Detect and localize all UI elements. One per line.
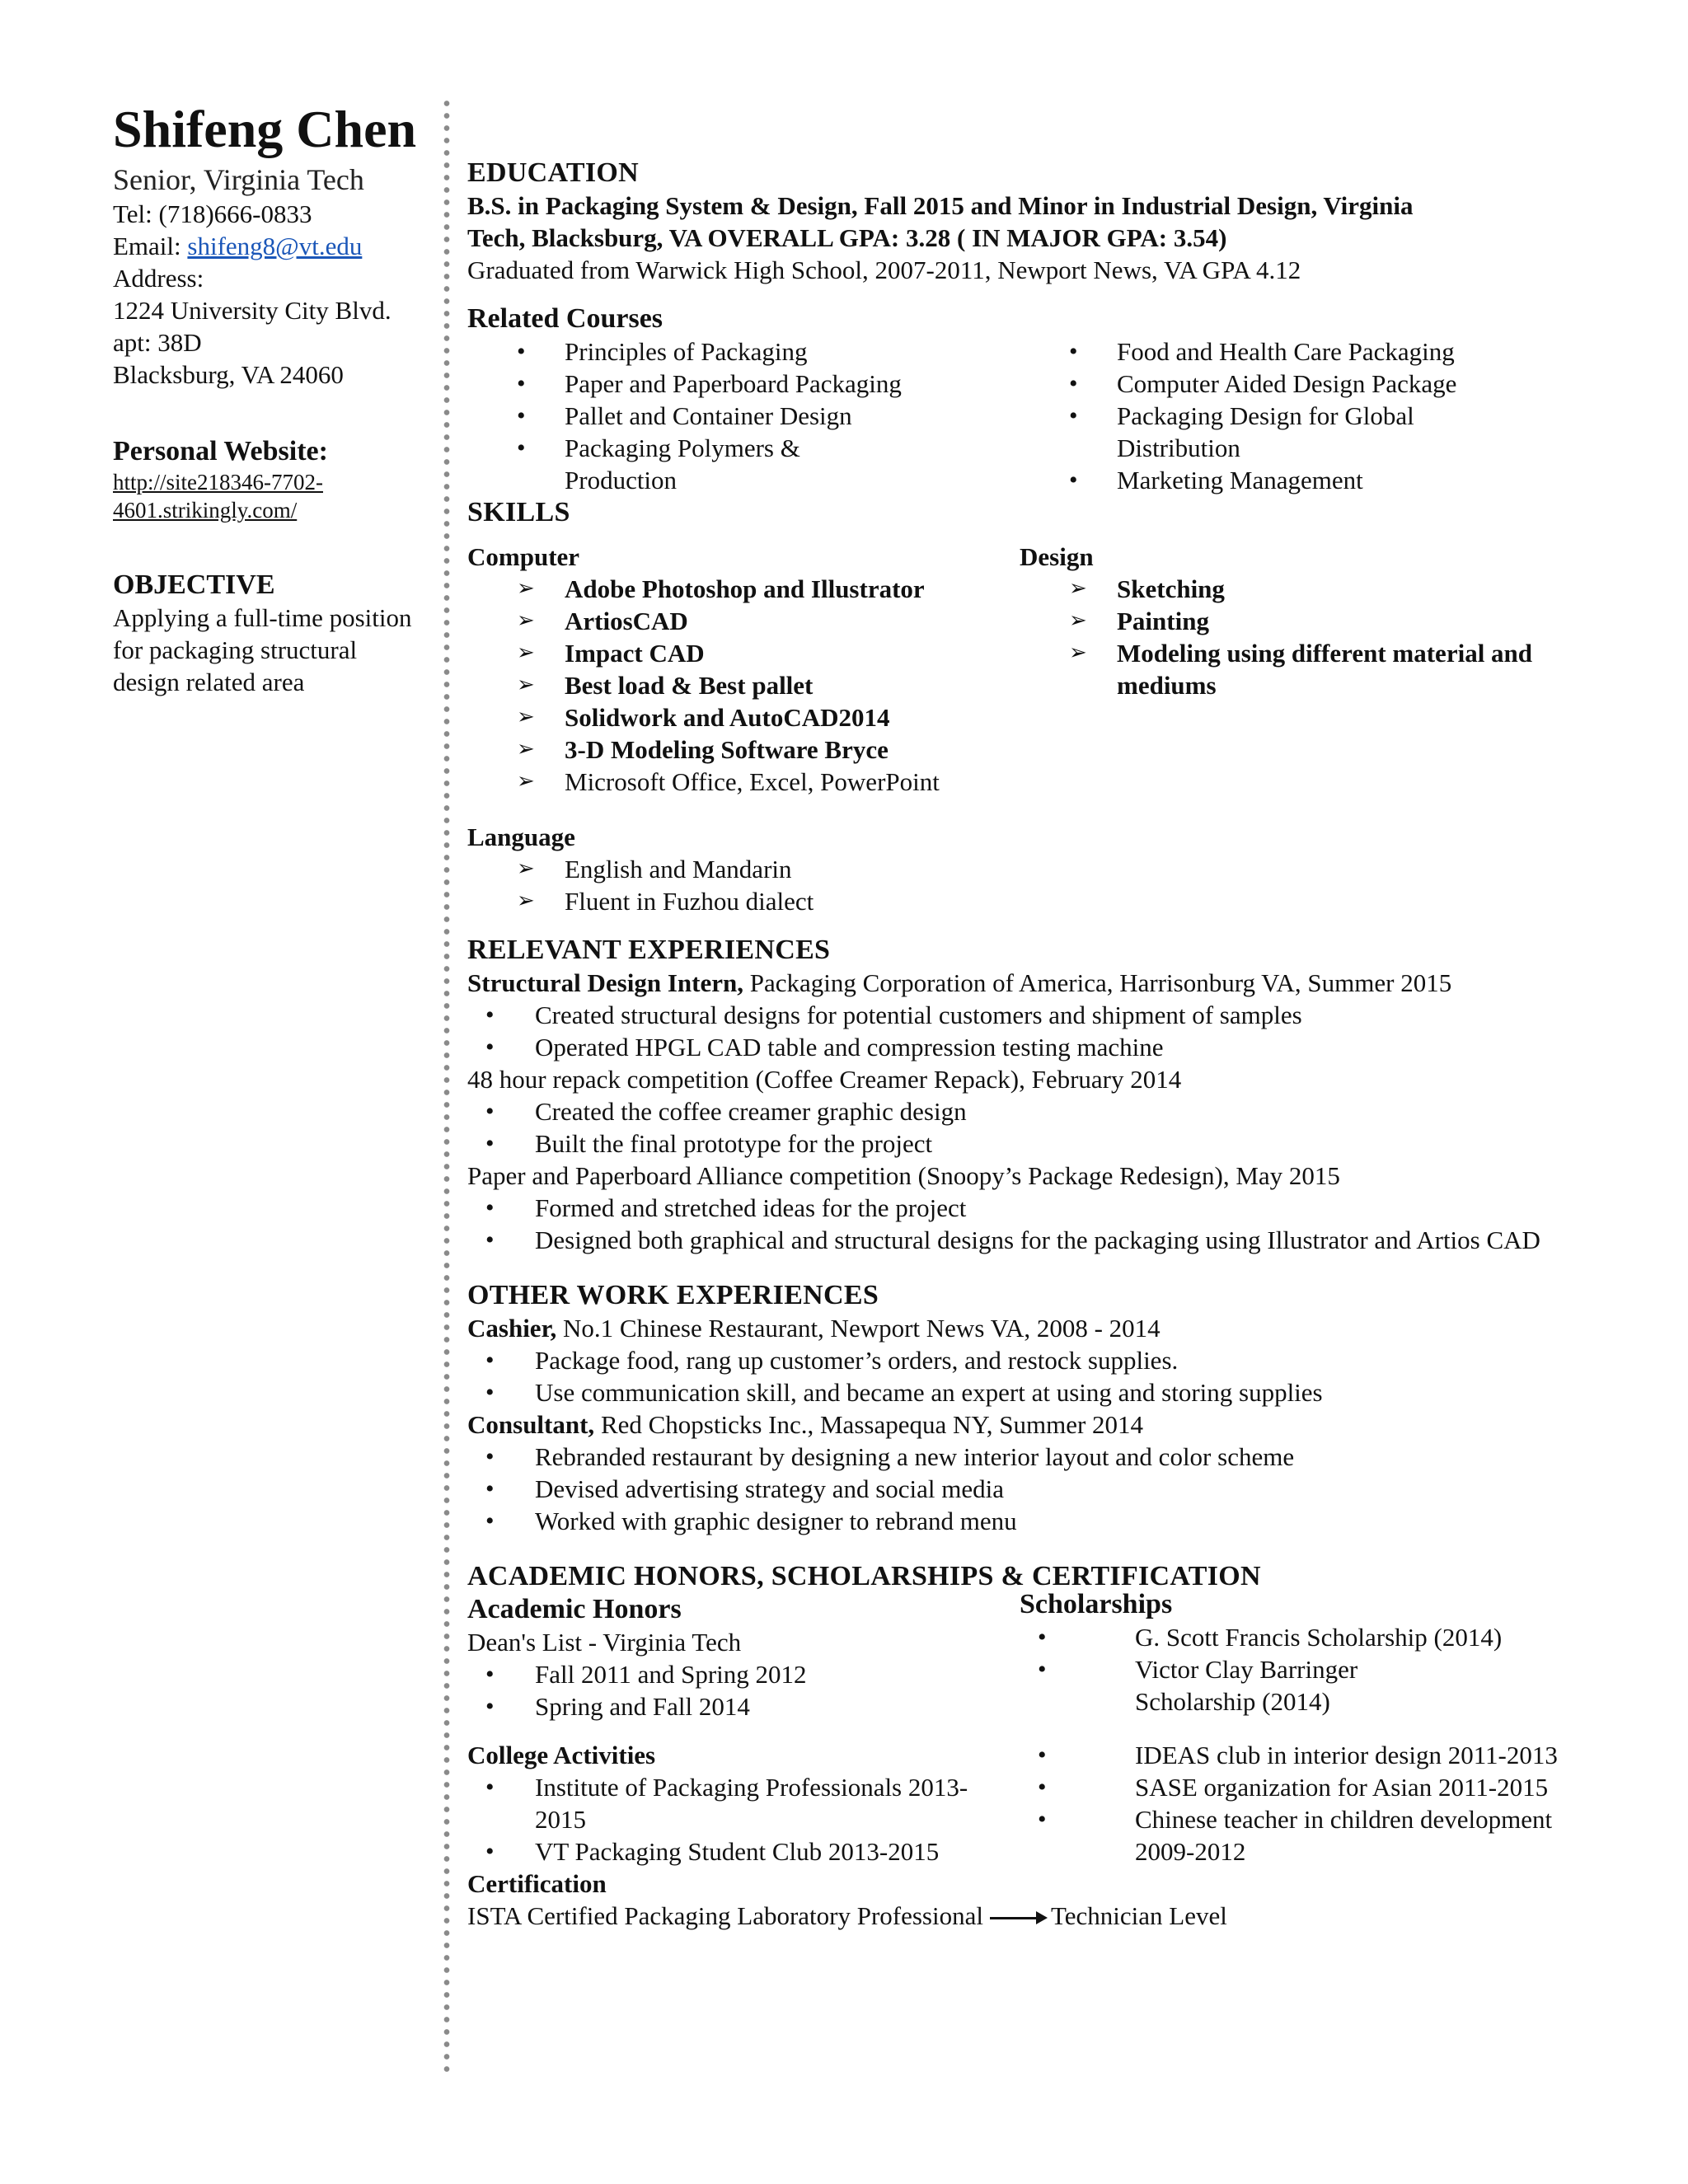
list-item: • Chinese teacher in children development 2009-2012 (1020, 1803, 1597, 1868)
list-item: • Fall 2011 and Spring 2012 (467, 1658, 1020, 1690)
highschool-line: Graduated from Warwick High School, 2007-2011, Newport News, VA GPA 4.12 (467, 255, 1301, 284)
main-content (467, 157, 1613, 1932)
address-line: apt: 38D (113, 328, 202, 357)
job-line: Consultant, Red Chopsticks Inc., Massapequa NY, Summer 2014 (467, 1410, 1144, 1439)
objective-line: Applying a full-time position (113, 603, 412, 632)
list-item: ➢ Best load & Best pallet (467, 669, 1020, 701)
list-item: • Paper and Paperboard Packaging (467, 368, 1020, 400)
arrow-right-icon (990, 1917, 1039, 1919)
list-item: ➢ 3-D Modeling Software Bryce (467, 733, 1020, 766)
certification-right: Technician Level (1050, 1901, 1227, 1930)
activities-heading: College Activities (467, 1741, 656, 1769)
list-item: • Operated HPGL CAD table and compression testing machine (467, 1031, 1613, 1063)
list-item: ➢ Sketching (1020, 573, 1597, 605)
certification-heading: Certification (467, 1869, 607, 1898)
language-heading: Language (467, 823, 575, 851)
list-item: ➢ Modeling using different material and mediums (1020, 637, 1578, 701)
list-item: • Created the coffee creamer graphic design (467, 1095, 1613, 1127)
computer-heading: Computer (467, 542, 580, 571)
job-line: Structural Design Intern, Packaging Corporation of America, Harrisonburg VA, Summer 2015 (467, 968, 1452, 997)
objective-line: design related area (113, 668, 305, 696)
list-item: • VT Packaging Student Club 2013-2015 (467, 1835, 1020, 1868)
job-line: 48 hour repack competition (Coffee Creamer Repack), February 2014 (467, 1065, 1182, 1094)
candidate-name: Shifeng Chen (113, 100, 417, 158)
courses-list (467, 335, 1613, 496)
education-heading: EDUCATION (467, 157, 639, 188)
job-line: Cashier, No.1 Chinese Restaurant, Newport News VA, 2008 - 2014 (467, 1314, 1160, 1343)
list-item: ➢ Painting (1020, 605, 1597, 637)
website-heading: Personal Website: (113, 436, 328, 466)
degree-line: B.S. in Packaging System & Design, Fall 2015 and Minor in Industrial Design, Virginia (467, 191, 1414, 220)
list-item: • Food and Health Care Packaging (1020, 335, 1597, 368)
list-item: • Built the final prototype for the project (467, 1127, 1613, 1160)
job-line: Paper and Paperboard Alliance competition (Snoopy’s Package Redesign), May 2015 (467, 1161, 1340, 1190)
list-item: • Packaging Polymers & Production (467, 432, 878, 496)
list-item: ➢ ArtiosCAD (467, 605, 1020, 637)
design-heading: Design (1020, 542, 1094, 571)
list-item: • Package food, rang up customer’s orders, and restock supplies. (467, 1344, 1613, 1376)
website-link[interactable]: http://site218346-7702- 4601.strikingly.com/ (113, 470, 323, 523)
relevant-heading: RELEVANT EXPERIENCES (467, 935, 831, 965)
list-item: • Rebranded restaurant by designing a new interior layout and color scheme (467, 1441, 1613, 1473)
dotted-divider (443, 97, 451, 2075)
deans-list: Dean's List - Virginia Tech (467, 1628, 742, 1657)
list-item: • Packaging Design for Global Distribution (1020, 400, 1463, 464)
list-item: ➢ Adobe Photoshop and Illustrator (467, 573, 1020, 605)
skills-heading: SKILLS (467, 497, 570, 527)
list-item: • Formed and stretched ideas for the project (467, 1192, 1613, 1224)
list-item: • G. Scott Francis Scholarship (2014) (1020, 1621, 1597, 1653)
list-item: • Computer Aided Design Package (1020, 368, 1597, 400)
candidate-title: Senior, Virginia Tech (113, 163, 364, 196)
list-item: ➢ Solidwork and AutoCAD2014 (467, 701, 1020, 733)
list-item: • Victor Clay Barringer Scholarship (2014) (1020, 1653, 1465, 1718)
list-item: ➢ Microsoft Office, Excel, PowerPoint (467, 766, 1020, 798)
list-item: • Spring and Fall 2014 (467, 1690, 1020, 1722)
scholarships-heading: Scholarships (1020, 1589, 1173, 1619)
list-item: • SASE organization for Asian 2011-2015 (1020, 1771, 1597, 1803)
academic-honors-heading: Academic Honors (467, 1594, 682, 1624)
list-item: ➢ English and Mandarin (467, 853, 1613, 885)
address-line: Blacksburg, VA 24060 (113, 360, 344, 389)
list-item: • Worked with graphic designer to rebrand menu (467, 1505, 1613, 1537)
list-item: • Created structural designs for potential customers and shipment of samples (467, 999, 1613, 1031)
address-label: Address: (113, 264, 204, 293)
courses-heading: Related Courses (467, 303, 663, 334)
list-item: ➢ Fluent in Fuzhou dialect (467, 885, 1613, 917)
email-label: Email: (113, 232, 188, 260)
list-item: • Use communication skill, and became an expert at using and storing supplies (467, 1376, 1613, 1408)
phone: Tel: (718)666-0833 (113, 199, 312, 228)
certification-line (467, 1900, 1613, 1932)
list-item: • Devised advertising strategy and social media (467, 1473, 1613, 1505)
list-item: • Marketing Management (1020, 464, 1597, 496)
list-item: • Designed both graphical and structural designs for the packaging using Illustrator and Artios CAD (467, 1224, 1598, 1256)
list-item: • Pallet and Container Design (467, 400, 1020, 432)
skills-columns (467, 541, 1613, 798)
honors-columns (467, 1589, 1613, 1722)
objective-heading: OBJECTIVE (113, 569, 275, 600)
objective-line: for packaging structural (113, 635, 358, 664)
list-item: • Institute of Packaging Professionals 2013-2015 (467, 1771, 980, 1835)
list-item: • Principles of Packaging (467, 335, 1020, 368)
email-line (113, 230, 443, 262)
list-item: ➢ Impact CAD (467, 637, 1020, 669)
address-line: 1224 University City Blvd. (113, 296, 392, 325)
email-link[interactable]: shifeng8@vt.edu (187, 232, 363, 260)
honors-heading: ACADEMIC HONORS, SCHOLARSHIPS & CERTIFICATION (467, 1561, 1261, 1591)
sidebar (113, 97, 443, 698)
activities-columns (467, 1739, 1613, 1900)
degree-line: Tech, Blacksburg, VA OVERALL GPA: 3.28 ( IN MAJOR GPA: 3.54) (467, 223, 1227, 252)
certification-left: ISTA Certified Packaging Laboratory Professional (467, 1901, 983, 1930)
other-heading: OTHER WORK EXPERIENCES (467, 1280, 879, 1310)
list-item: • IDEAS club in interior design 2011-2013 (1020, 1739, 1597, 1771)
